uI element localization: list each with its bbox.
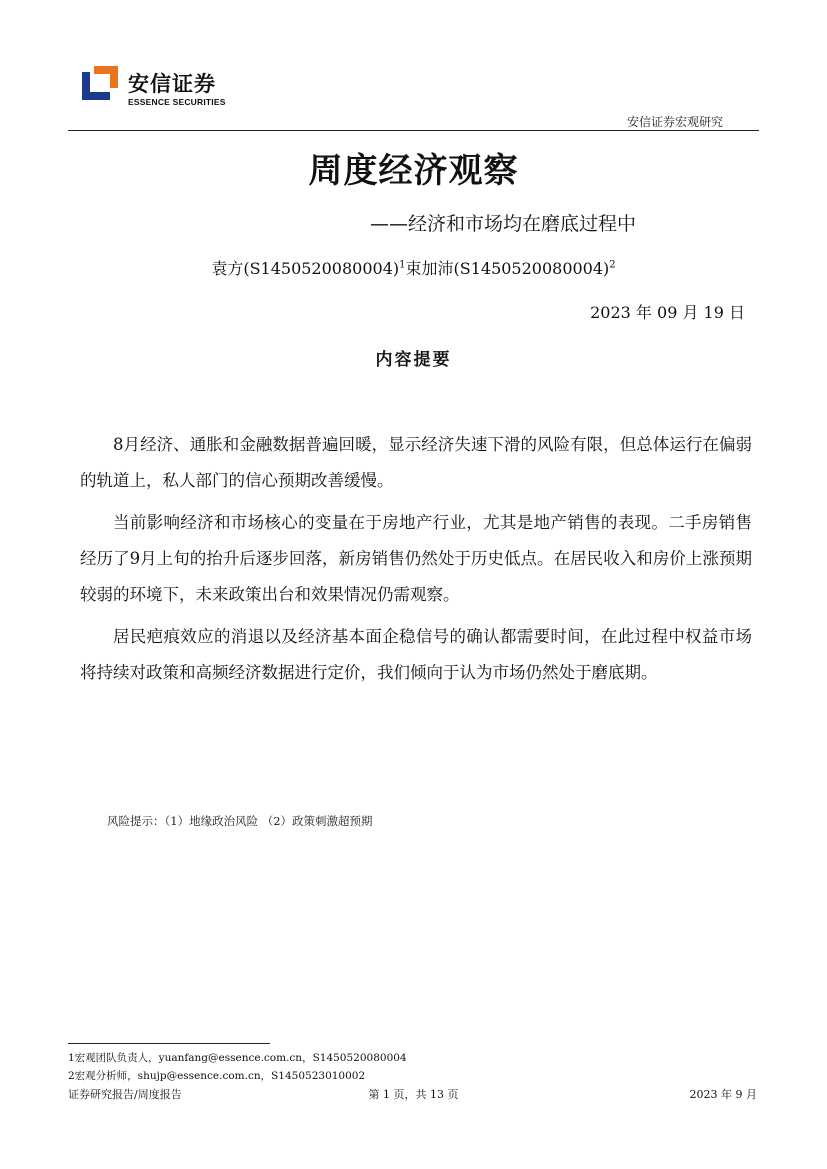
footer-report-type: 证券研究报告/周度报告 bbox=[68, 1088, 182, 1101]
author-2-footnote-ref[interactable]: 2 bbox=[609, 259, 616, 271]
essence-logo-mark-icon bbox=[82, 66, 118, 100]
summary-body bbox=[80, 427, 752, 697]
summary-heading: 内容提要 bbox=[375, 350, 452, 370]
author-1-footnote-ref[interactable]: 1 bbox=[399, 259, 406, 271]
brand-name-cn: 安信证券 bbox=[128, 72, 216, 96]
footnote-1: 1宏观团队负责人，yuanfang@essence.com.cn，S1450520080004 bbox=[68, 1052, 407, 1064]
footer-date: 2023 年 9 月 bbox=[689, 1088, 757, 1101]
report-title: 周度经济观察 bbox=[308, 151, 519, 191]
summary-paragraph: 8月经济、通胀和金融数据普遍回暖，显示经济失速下滑的风险有限，但总体运行在偏弱的轨道上，私人部门的信心预期改善缓慢。 bbox=[80, 435, 752, 490]
footer-page-number: 第 1 页，共 13 页 bbox=[368, 1088, 459, 1101]
report-date: 2023 年 09 月 19 日 bbox=[590, 303, 745, 322]
author-2: 束加沛(S1450520080004) bbox=[405, 259, 610, 278]
authors-line bbox=[0, 256, 827, 279]
risk-label: 风险提示： bbox=[107, 814, 165, 828]
essence-logo bbox=[82, 66, 242, 114]
header-divider bbox=[68, 130, 759, 131]
summary-paragraph: 当前影响经济和市场核心的变量在于房地产行业，尤其是地产销售的表现。二手房销售经历了9月上旬的抬升后逐步回落，新房销售仍然处于历史低点。在居民收入和房价上涨预期较弱的环境下，未来政策出台和效果情况仍需观察。 bbox=[80, 513, 752, 604]
summary-paragraph: 居民疤痕效应的消退以及经济基本面企稳信号的确认都需要时间，在此过程中权益市场将持续对政策和高频经济数据进行定价，我们倾向于认为市场仍然处于磨底期。 bbox=[80, 627, 752, 682]
risk-warning bbox=[107, 813, 373, 829]
footnote-divider bbox=[68, 1043, 270, 1044]
author-1: 袁方(S1450520080004) bbox=[211, 259, 400, 278]
brand-name-en: ESSENCE SECURITIES bbox=[128, 97, 226, 107]
report-subtitle: ——经济和市场均在磨底过程中 bbox=[370, 213, 637, 235]
footnote-2: 2宏观分析师，shujp@essence.com.cn，S1450523010002 bbox=[68, 1070, 366, 1082]
risk-text: （1）地缘政治风险 （2）政策刺激超预期 bbox=[164, 814, 373, 828]
header-tag: 安信证券宏观研究 bbox=[626, 115, 723, 129]
